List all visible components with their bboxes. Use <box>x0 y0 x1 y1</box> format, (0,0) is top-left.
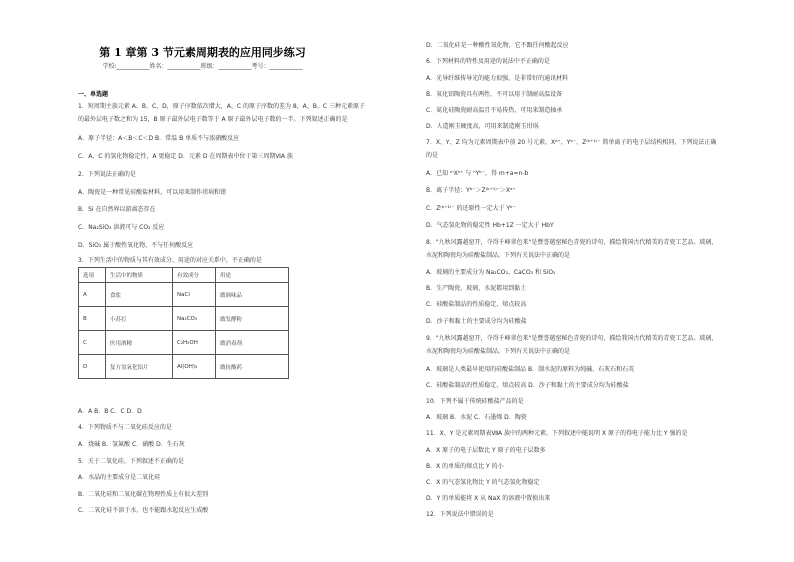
table-cell: C <box>79 331 106 355</box>
question-line: 3．下列生活中的物质与其有效成分、用途的对应关系中，不正确的是 <box>78 257 262 264</box>
table-row <box>79 307 289 331</box>
question-line: C．硅酸盐制品的性质稳定、熔点较高 D．沙子和黏土的主要成分均为硅酸盐 <box>426 382 629 389</box>
table-header-cell: 生活中的物质 <box>106 268 173 283</box>
question-line: C．A、C 的氢化物稳定性，A 更稳定 D．元素 D 在周期表中位于第三周期ⅥA 族 <box>78 153 293 160</box>
question-line: 5．关于二氧化硅，下列叙述不正确的是 <box>78 458 184 465</box>
question-line: 7．X、Y、Z 均为元素周期表中前 20 号元素，Xᵃ⁺、Yᵇ⁻、Z⁽ᵇ⁺¹⁾⁻ 简单离子的电子层结构相同，下列说法正确 <box>426 139 717 146</box>
question-line: A．玻璃的主要成分为 Na₂CO₃、CaCO₃ 和 SiO₂ <box>426 269 556 276</box>
question-line: A．已知 ᵐXᵃ⁺ 与 ⁿYᵇ⁻，得 m+a=n-b <box>426 170 529 177</box>
question-line: A．玻璃 B．水泥 C．石墨烯 D．陶瓷 <box>426 414 527 421</box>
section-heading: 一、单选题 <box>78 91 109 98</box>
question-line: C．硅酸盐制品的性质稳定、熔点较高 <box>426 301 527 308</box>
question-line: D．气态氢化物的稳定性 Hb+1Z 一定大于 HbY <box>426 222 554 229</box>
question-line: A．原子半径：A＜B＜C＜D B．常温 B 单质不与浓硝酸反应 <box>78 135 240 142</box>
question-line: C．Na₂SiO₃ 溶液可与 CO₂ 反应 <box>78 224 165 231</box>
table-cell: C₂H₅OH <box>173 331 216 355</box>
table-cell: 食盐 <box>106 283 173 307</box>
table-cell: NaCl <box>173 283 216 307</box>
question-line: 11．X、Y 是元素周期表ⅦA 族中的两种元素，下列叙述中能说明 X 原子的得电子能力比 Y 强的是 <box>426 430 688 437</box>
table-header-cell: 有效成分 <box>173 268 216 283</box>
table-cell: B <box>79 307 106 331</box>
question-line: 的是 <box>426 152 439 159</box>
question-line: C．二氧化硅不溶于水，也不能跟水起反应生成酸 <box>78 507 209 514</box>
question-line: D．沙子和黏土的主要成分均为硅酸盐 <box>426 318 527 325</box>
table-cell: 医用酒精 <box>106 331 173 355</box>
table-header-row <box>79 268 289 283</box>
question-line: D．二氧化硅是一种酸性氧化物，它不跟任何酸起反应 <box>426 42 569 49</box>
question-line: A．X 原子的电子层数比 Y 原子的电子层数多 <box>426 447 546 454</box>
question-line: B．离子半径：Yᵇ⁻＞Z⁽ᵇ⁺¹⁾⁻＞Xᵃ⁺ <box>426 187 516 194</box>
question-line: A．光导纤维传导光的能力很强，是非常好的通讯材料 <box>426 75 569 82</box>
table-cell: 做调味品 <box>216 283 289 307</box>
table-cell: 做消毒剂 <box>216 331 289 355</box>
table-cell: Na₂CO₃ <box>173 307 216 331</box>
question-line: 10．下列不属于传统硅酸盐产品的是 <box>426 398 524 405</box>
question-line: B．二氧化硅和二氧化碳在物理性质上有很大差别 <box>78 491 209 498</box>
substance-table <box>78 267 289 379</box>
table-cell: Al(OH)₃ <box>173 355 216 379</box>
question-line: A．烧碱 B．氢氟酸 C．硝酸 D．生石灰 <box>78 441 185 448</box>
table-cell: 复方氢氧化铝片 <box>106 355 173 379</box>
question-line: B．X 的单质的熔点比 Y 的小 <box>426 463 504 470</box>
student-info-line: 学校:___________姓名：___________班级：___________考号：___________ <box>102 63 303 70</box>
question-line: 水泥和陶瓷均为硅酸盐制品。下列有关说法中正确的是 <box>426 348 571 355</box>
table-row <box>79 283 289 307</box>
question-line: 6．下列材料的特性及用途的说法中不正确的是 <box>426 58 550 65</box>
question-line: D．Y 的单质能将 X 从 NaX 的溶液中置换出来 <box>426 495 551 502</box>
table-row <box>79 355 289 379</box>
question-line: A．A B．B C．C D．D <box>78 408 142 415</box>
table-cell: A <box>79 283 106 307</box>
question-line: B．生产陶瓷、玻璃、水泥都用到黏土 <box>426 285 527 292</box>
question-line: 12．下列说法中错误的是 <box>426 511 494 518</box>
question-line: B．Si 在自然界以游离态存在 <box>78 206 156 213</box>
question-line: A．玻璃是人类最早使用的硅酸盐制品 B．制水泥的原料为纯碱、石灰石和石英 <box>426 366 635 373</box>
page-title: 第 1 章第 3 节元素周期表的应用同步练习 <box>99 46 306 59</box>
question-line: A．水晶的主要成分是二氧化硅 <box>78 474 161 481</box>
question-line: C．Z⁽ᵇ⁺¹⁾⁻ 的还原性一定大于 Yᵇ⁻ <box>426 205 516 212</box>
table-header-cell: 用途 <box>216 268 289 283</box>
question-line: 的最外层电子数之和为 15，B 原子最外层电子数等于 A 原子最外层电子数的一半。下列叙述正确的是 <box>78 116 348 123</box>
question-line: B．氧化铝陶瓷具有两性，不可以用于制耐高温设备 <box>426 91 563 98</box>
question-line: C．X 的气态氢化物比 Y 的气态氢化物稳定 <box>426 479 540 486</box>
question-line: 9．"九秋风露越窑开，夺得千峰翠色来"是赞誉越窑秘色青瓷的诗句，描绘我国古代精美的青瓷工艺品。玻璃、 <box>426 335 718 342</box>
question-line: 水泥和陶瓷均为硅酸盐制品。下列有关说法中正确的是 <box>426 252 571 259</box>
table-row <box>79 331 289 355</box>
table-cell: D <box>79 355 106 379</box>
question-line: A．陶瓷是一种常见硅酸盐材料，可以用来制作坩埚和钳 <box>78 189 227 196</box>
table-header-cell: 选项 <box>79 268 106 283</box>
question-line: C．氮化硅陶瓷耐高温且不易传热，可用来制造轴承 <box>426 107 563 114</box>
table-cell: 小苏打 <box>106 307 173 331</box>
table-cell: 做发酵粉 <box>216 307 289 331</box>
question-line: D．人造刚玉硬度高，可用来制造刚玉坩埚 <box>426 123 539 130</box>
question-line: D．SiO₂ 属于酸性氧化物，不与任何酸反应 <box>78 242 194 249</box>
table-cell: 做抗酸药 <box>216 355 289 379</box>
question-line: 4．下列物质不与二氧化硅反应的是 <box>78 424 172 431</box>
question-line: 8．"九秋风露越窑开，夺得千峰翠色来"是赞誉越窑秘色青瓷的诗句，描绘我国古代精美的青瓷工艺品。玻璃、 <box>426 239 718 246</box>
question-line: 2．下列说法正确的是 <box>78 171 136 178</box>
question-line: 1．短周期主族元素 A、B、C、D，原子序数依次增大，A、C 的原子序数的差为 8，A、B、C 三种元素原子 <box>78 103 365 110</box>
